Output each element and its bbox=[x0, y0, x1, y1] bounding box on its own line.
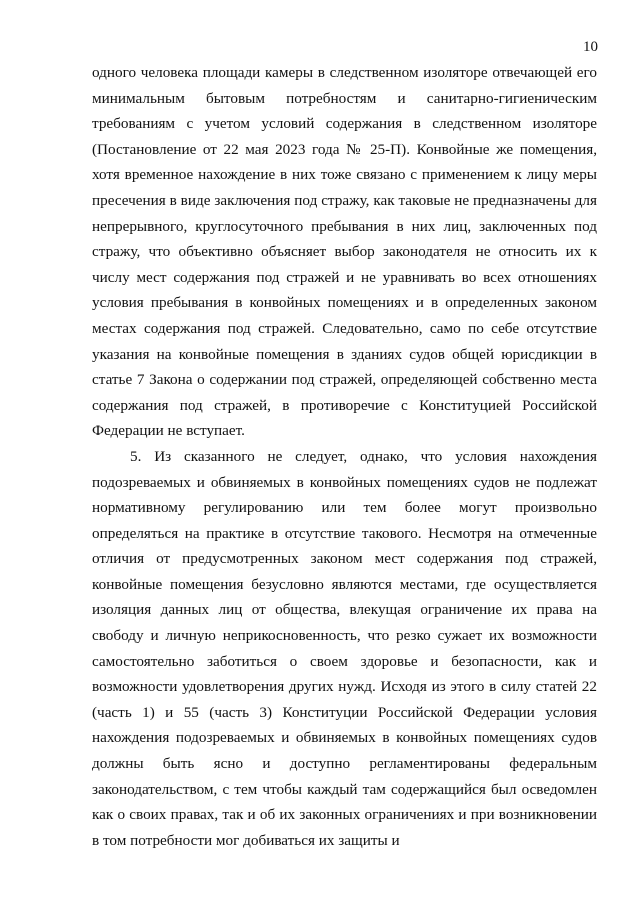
paragraph-5: 5. Из сказанного не следует, однако, что условия нахождения подозреваемых и обвиняемых в конвойных помещениях судов не подлежат нормативному регулированию или тем более могут произвольно определяться на практике в отсутствие такового. Несмотря на отмеченные отличия от предусмотренных законом мест содержания под стражей, конвойные помещения безусловно являются местами, где осуществляется изоляция данных лиц от общества, влекущая ограничение их права на свободу и личную неприкосновенность, что резко сужает их возможности самостоятельно заботиться о своем здоровье и безопасности, как и возможности удовлетворения других нужд. Исходя из этого в силу статей 22 (часть 1) и 55 (часть 3) Конституции Российской Федерации условия нахождения подозреваемых и обвиняемых в конвойных помещениях судов должны быть ясно и доступно регламентированы федеральным законодательством, с тем чтобы каждый там содержащийся был осведомлен как о своих правах, так и об их законных ограничениях и при возникновении в том потребности мог добиваться их защиты и bbox=[92, 447, 597, 849]
page-number: 10 bbox=[583, 39, 598, 55]
paragraph-continued: одного человека площади камеры в следственном изоляторе отвечающей его минимальным бытовым потребностям и санитарно-гигиеническим требованиям с учетом условий содержания в следственном изоляторе (Постановление от 22 мая 2023 года № 25-П). Конвойные же помещения, хотя временное нахождение в них тоже связано с применением к лицу меры пресечения в виде заключения под стражу, как таковые не предназначены для непрерывного, круглосуточного пребывания в них лиц, заключенных под стражу, что объективно объясняет выбор законодателя не относить их к числу мест содержания под стражей и не уравнивать во всех отношениях условия пребывания в конвойных помещениях и в определенных законом местах содержания под стражей. Следовательно, само по себе отсутствие указания на конвойные помещения в зданиях судов общей юрисдикции в статье 7 Закона о содержании под стражей, определяющей собственно места содержания под стражей, в противоречие с Конституцией Российской Федерации не вступает. bbox=[92, 64, 597, 440]
document-body bbox=[92, 60, 597, 853]
